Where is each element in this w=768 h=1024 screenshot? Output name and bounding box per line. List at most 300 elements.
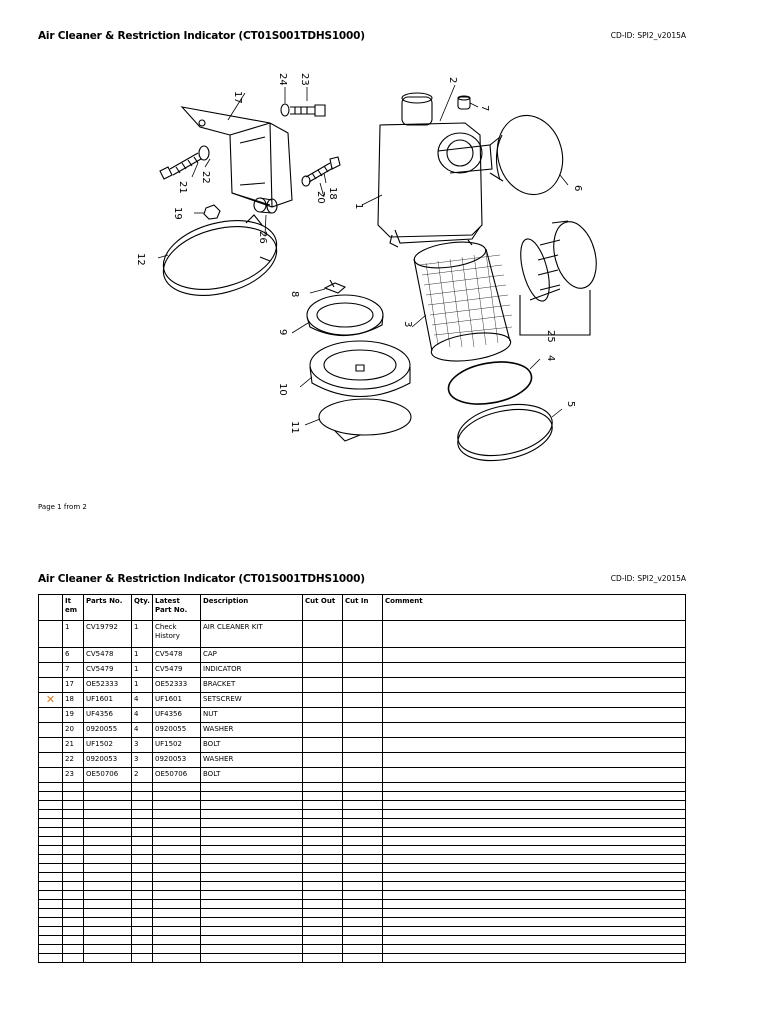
cell-parts-no: CV5478 xyxy=(84,648,132,663)
table-row xyxy=(39,708,686,723)
empty-cell xyxy=(343,954,383,963)
row-flag-cell xyxy=(39,621,63,648)
empty-cell xyxy=(39,891,63,900)
cell-cut-out xyxy=(303,678,343,693)
row-flag-cell xyxy=(39,678,63,693)
empty-cell xyxy=(132,882,153,891)
cell-description: SETSCREW xyxy=(201,693,303,708)
cell-latest: UF4356 xyxy=(153,708,201,723)
empty-cell xyxy=(84,783,132,792)
empty-cell xyxy=(383,801,686,810)
cell-parts-no: 0920055 xyxy=(84,723,132,738)
cell-cut-out xyxy=(303,723,343,738)
empty-cell xyxy=(303,936,343,945)
empty-cell xyxy=(343,918,383,927)
row-flag-cell xyxy=(39,753,63,768)
cell-qty: 1 xyxy=(132,621,153,648)
empty-cell xyxy=(132,846,153,855)
empty-table-row xyxy=(39,792,686,801)
cell-comment xyxy=(383,663,686,678)
empty-table-row xyxy=(39,954,686,963)
bracket-part xyxy=(182,107,292,207)
empty-cell xyxy=(201,954,303,963)
empty-cell xyxy=(303,810,343,819)
empty-cell xyxy=(84,846,132,855)
cell-cut-out xyxy=(303,648,343,663)
empty-cell xyxy=(383,810,686,819)
svg-text:6: 6 xyxy=(572,185,583,192)
empty-cell xyxy=(201,783,303,792)
empty-table-row xyxy=(39,855,686,864)
table-row xyxy=(39,693,686,708)
empty-cell xyxy=(84,909,132,918)
page-title: Air Cleaner & Restriction Indicator (CT01S001TDHS1000) xyxy=(38,30,365,42)
row-flag-cell xyxy=(39,693,63,708)
cell-comment xyxy=(383,738,686,753)
empty-cell xyxy=(303,855,343,864)
empty-cell xyxy=(303,873,343,882)
empty-cell xyxy=(153,891,201,900)
empty-cell xyxy=(132,900,153,909)
cell-latest: OE52333 xyxy=(153,678,201,693)
empty-cell xyxy=(201,936,303,945)
cell-item: 19 xyxy=(63,708,84,723)
empty-cell xyxy=(343,927,383,936)
empty-cell xyxy=(132,909,153,918)
spacer-part xyxy=(254,198,277,213)
empty-cell xyxy=(343,882,383,891)
empty-cell xyxy=(343,855,383,864)
empty-table-row xyxy=(39,864,686,873)
empty-cell xyxy=(343,819,383,828)
gasket-part xyxy=(445,356,535,410)
table-row xyxy=(39,723,686,738)
cell-comment xyxy=(383,621,686,648)
empty-cell xyxy=(132,873,153,882)
empty-cell xyxy=(132,828,153,837)
empty-cell xyxy=(63,855,84,864)
header-flag xyxy=(39,595,63,621)
empty-cell xyxy=(132,918,153,927)
safety-element-part xyxy=(515,217,600,335)
empty-table-row xyxy=(39,927,686,936)
svg-text:19: 19 xyxy=(172,207,183,220)
cell-item: 18 xyxy=(63,693,84,708)
empty-cell xyxy=(201,909,303,918)
empty-cell xyxy=(201,873,303,882)
empty-cell xyxy=(201,855,303,864)
empty-cell xyxy=(63,927,84,936)
empty-cell xyxy=(39,882,63,891)
empty-cell xyxy=(153,909,201,918)
empty-cell xyxy=(201,864,303,873)
empty-cell xyxy=(84,801,132,810)
empty-cell xyxy=(383,819,686,828)
cell-qty: 1 xyxy=(132,663,153,678)
svg-text:11: 11 xyxy=(289,421,300,434)
svg-text:9: 9 xyxy=(277,329,288,336)
cell-parts-no: CV19792 xyxy=(84,621,132,648)
cell-description: BOLT xyxy=(201,768,303,783)
empty-cell xyxy=(343,846,383,855)
empty-cell xyxy=(63,792,84,801)
dust-cup-part xyxy=(310,341,410,397)
empty-cell xyxy=(201,918,303,927)
cell-item: 1 xyxy=(63,621,84,648)
empty-cell xyxy=(303,819,343,828)
empty-cell xyxy=(383,945,686,954)
empty-cell xyxy=(63,900,84,909)
empty-cell xyxy=(153,792,201,801)
empty-cell xyxy=(63,918,84,927)
empty-cell xyxy=(84,819,132,828)
empty-cell xyxy=(63,882,84,891)
cell-comment xyxy=(383,708,686,723)
bolt-part xyxy=(281,104,325,116)
empty-cell xyxy=(84,900,132,909)
empty-cell xyxy=(132,864,153,873)
svg-text:21: 21 xyxy=(177,181,188,194)
empty-cell xyxy=(63,945,84,954)
empty-cell xyxy=(303,900,343,909)
cap-part xyxy=(489,108,572,202)
svg-text:2: 2 xyxy=(447,77,458,84)
empty-cell xyxy=(201,828,303,837)
empty-cell xyxy=(84,918,132,927)
cell-latest: 0920055 xyxy=(153,723,201,738)
svg-text:17: 17 xyxy=(232,91,243,104)
empty-cell xyxy=(153,837,201,846)
nut-part xyxy=(204,205,220,219)
empty-cell xyxy=(383,855,686,864)
cell-latest: CV5478 xyxy=(153,648,201,663)
empty-cell xyxy=(383,783,686,792)
empty-cell xyxy=(132,954,153,963)
empty-cell xyxy=(383,882,686,891)
header-latest-part-no: Latest Part No. xyxy=(153,595,201,621)
empty-cell xyxy=(132,891,153,900)
empty-cell xyxy=(39,927,63,936)
cell-item: 22 xyxy=(63,753,84,768)
empty-cell xyxy=(84,810,132,819)
cell-item: 23 xyxy=(63,768,84,783)
empty-cell xyxy=(63,819,84,828)
empty-cell xyxy=(343,837,383,846)
svg-text:1: 1 xyxy=(353,203,364,210)
empty-cell xyxy=(39,855,63,864)
row-flag-cell xyxy=(39,738,63,753)
empty-cell xyxy=(383,918,686,927)
exploded-parts-diagram xyxy=(120,65,600,480)
close-x-icon[interactable]: ✕ xyxy=(45,693,56,706)
cell-cut-in xyxy=(343,753,383,768)
cell-qty: 3 xyxy=(132,753,153,768)
empty-table-row xyxy=(39,891,686,900)
clip-part xyxy=(325,280,345,293)
empty-cell xyxy=(153,882,201,891)
empty-table-row xyxy=(39,882,686,891)
empty-cell xyxy=(383,828,686,837)
empty-cell xyxy=(39,792,63,801)
empty-cell xyxy=(63,936,84,945)
cell-description: CAP xyxy=(201,648,303,663)
empty-cell xyxy=(153,846,201,855)
empty-table-row xyxy=(39,936,686,945)
cell-cut-out xyxy=(303,621,343,648)
empty-cell xyxy=(303,846,343,855)
cell-qty: 4 xyxy=(132,723,153,738)
cell-comment xyxy=(383,768,686,783)
cell-cut-in xyxy=(343,693,383,708)
empty-cell xyxy=(39,864,63,873)
header-item: It em xyxy=(63,595,84,621)
cell-latest: UF1502 xyxy=(153,738,201,753)
empty-cell xyxy=(343,909,383,918)
svg-text:12: 12 xyxy=(135,253,146,266)
cell-latest: UF1601 xyxy=(153,693,201,708)
empty-cell xyxy=(343,792,383,801)
table-row xyxy=(39,768,686,783)
cell-cut-in xyxy=(343,663,383,678)
empty-cell xyxy=(201,900,303,909)
empty-cell xyxy=(343,783,383,792)
empty-cell xyxy=(132,783,153,792)
empty-table-row xyxy=(39,846,686,855)
empty-cell xyxy=(343,873,383,882)
empty-cell xyxy=(84,828,132,837)
cell-cut-in xyxy=(343,738,383,753)
empty-cell xyxy=(132,792,153,801)
svg-text:10: 10 xyxy=(277,383,288,396)
svg-text:5: 5 xyxy=(565,401,576,408)
cell-latest: OE50706 xyxy=(153,768,201,783)
empty-cell xyxy=(63,837,84,846)
row-flag-cell xyxy=(39,768,63,783)
setscrew-part xyxy=(302,157,340,186)
empty-cell xyxy=(303,828,343,837)
svg-text:24: 24 xyxy=(277,73,288,86)
svg-text:4: 4 xyxy=(545,355,556,362)
cell-comment xyxy=(383,753,686,768)
empty-table-row xyxy=(39,837,686,846)
header-parts-no: Parts No. xyxy=(84,595,132,621)
cd-id-label: CD-ID: SPI2_v2015A xyxy=(610,31,686,40)
cell-description: BRACKET xyxy=(201,678,303,693)
cd-id-label: CD-ID: SPI2_v2015A xyxy=(610,574,686,583)
empty-cell xyxy=(84,855,132,864)
cell-parts-no: 0920053 xyxy=(84,753,132,768)
cell-cut-out xyxy=(303,768,343,783)
cell-qty: 4 xyxy=(132,708,153,723)
empty-cell xyxy=(303,954,343,963)
page-number: Page 1 from 2 xyxy=(38,503,87,511)
empty-cell xyxy=(201,810,303,819)
cell-item: 20 xyxy=(63,723,84,738)
cell-description: WASHER xyxy=(201,753,303,768)
empty-cell xyxy=(201,792,303,801)
empty-cell xyxy=(84,792,132,801)
empty-cell xyxy=(39,828,63,837)
empty-cell xyxy=(303,918,343,927)
empty-table-row xyxy=(39,945,686,954)
empty-cell xyxy=(132,927,153,936)
svg-text:8: 8 xyxy=(289,291,300,298)
dust-cup-lid-part xyxy=(307,295,383,336)
empty-cell xyxy=(343,864,383,873)
empty-cell xyxy=(303,792,343,801)
empty-cell xyxy=(153,927,201,936)
empty-table-row xyxy=(39,900,686,909)
cell-description: AIR CLEANER KIT xyxy=(201,621,303,648)
empty-cell xyxy=(343,891,383,900)
empty-cell xyxy=(153,900,201,909)
empty-cell xyxy=(39,918,63,927)
empty-cell xyxy=(201,801,303,810)
empty-table-row xyxy=(39,909,686,918)
empty-cell xyxy=(39,909,63,918)
cell-latest: Check History xyxy=(153,621,201,648)
table-row xyxy=(39,738,686,753)
svg-text:3: 3 xyxy=(402,321,413,328)
cell-item: 21 xyxy=(63,738,84,753)
empty-cell xyxy=(153,801,201,810)
empty-cell xyxy=(303,945,343,954)
cell-cut-out xyxy=(303,738,343,753)
empty-cell xyxy=(132,837,153,846)
empty-cell xyxy=(39,900,63,909)
empty-cell xyxy=(63,909,84,918)
cell-qty: 4 xyxy=(132,693,153,708)
empty-cell xyxy=(132,936,153,945)
empty-cell xyxy=(201,882,303,891)
empty-cell xyxy=(39,801,63,810)
empty-cell xyxy=(343,828,383,837)
clamp-part xyxy=(319,399,411,441)
cell-cut-in xyxy=(343,768,383,783)
svg-text:25: 25 xyxy=(545,330,556,343)
empty-cell xyxy=(153,936,201,945)
empty-cell xyxy=(132,801,153,810)
row-flag-cell xyxy=(39,723,63,738)
cell-latest: 0920053 xyxy=(153,753,201,768)
empty-cell xyxy=(153,918,201,927)
header-cut-in: Cut In xyxy=(343,595,383,621)
table-row xyxy=(39,621,686,648)
empty-cell xyxy=(201,945,303,954)
empty-cell xyxy=(201,927,303,936)
cell-cut-out xyxy=(303,753,343,768)
cell-cut-in xyxy=(343,678,383,693)
empty-cell xyxy=(383,846,686,855)
empty-cell xyxy=(84,864,132,873)
cell-item: 6 xyxy=(63,648,84,663)
empty-cell xyxy=(153,945,201,954)
empty-cell xyxy=(132,945,153,954)
table-row xyxy=(39,678,686,693)
svg-text:23: 23 xyxy=(299,73,310,86)
cell-parts-no: UF4356 xyxy=(84,708,132,723)
empty-cell xyxy=(63,810,84,819)
empty-cell xyxy=(132,855,153,864)
empty-cell xyxy=(39,954,63,963)
svg-text:22: 22 xyxy=(200,171,211,184)
empty-cell xyxy=(303,783,343,792)
cell-cut-out xyxy=(303,663,343,678)
row-flag-cell xyxy=(39,708,63,723)
empty-cell xyxy=(303,891,343,900)
empty-cell xyxy=(132,810,153,819)
empty-cell xyxy=(383,954,686,963)
empty-cell xyxy=(201,837,303,846)
empty-cell xyxy=(383,909,686,918)
cell-comment xyxy=(383,723,686,738)
clamp-band-part xyxy=(156,209,285,307)
cell-cut-in xyxy=(343,648,383,663)
table-header-row xyxy=(39,595,686,621)
empty-cell xyxy=(383,900,686,909)
row-flag-cell xyxy=(39,648,63,663)
cell-parts-no: UF1502 xyxy=(84,738,132,753)
empty-table-row xyxy=(39,918,686,927)
empty-cell xyxy=(39,783,63,792)
empty-cell xyxy=(84,891,132,900)
empty-cell xyxy=(39,846,63,855)
empty-cell xyxy=(303,927,343,936)
cell-parts-no: CV5479 xyxy=(84,663,132,678)
cell-description: NUT xyxy=(201,708,303,723)
empty-cell xyxy=(84,954,132,963)
cell-description: BOLT xyxy=(201,738,303,753)
empty-cell xyxy=(383,936,686,945)
empty-cell xyxy=(153,819,201,828)
empty-cell xyxy=(153,783,201,792)
empty-cell xyxy=(39,945,63,954)
empty-cell xyxy=(63,864,84,873)
empty-cell xyxy=(343,945,383,954)
empty-cell xyxy=(84,936,132,945)
cell-qty: 1 xyxy=(132,648,153,663)
cell-item: 17 xyxy=(63,678,84,693)
empty-cell xyxy=(84,837,132,846)
empty-cell xyxy=(303,837,343,846)
empty-cell xyxy=(383,864,686,873)
empty-cell xyxy=(201,846,303,855)
empty-cell xyxy=(343,801,383,810)
empty-cell xyxy=(63,891,84,900)
cell-cut-out xyxy=(303,693,343,708)
empty-cell xyxy=(132,819,153,828)
page-title: Air Cleaner & Restriction Indicator (CT01S001TDHS1000) xyxy=(38,573,365,585)
empty-cell xyxy=(84,873,132,882)
cell-comment xyxy=(383,693,686,708)
empty-table-row xyxy=(39,783,686,792)
empty-cell xyxy=(201,819,303,828)
cell-comment xyxy=(383,678,686,693)
empty-cell xyxy=(153,828,201,837)
empty-table-row xyxy=(39,801,686,810)
cell-comment xyxy=(383,648,686,663)
empty-cell xyxy=(383,927,686,936)
empty-cell xyxy=(39,837,63,846)
empty-cell xyxy=(63,846,84,855)
empty-cell xyxy=(63,783,84,792)
empty-cell xyxy=(153,954,201,963)
empty-cell xyxy=(39,810,63,819)
empty-cell xyxy=(343,810,383,819)
empty-table-row xyxy=(39,873,686,882)
empty-cell xyxy=(84,882,132,891)
header-cut-out: Cut Out xyxy=(303,595,343,621)
